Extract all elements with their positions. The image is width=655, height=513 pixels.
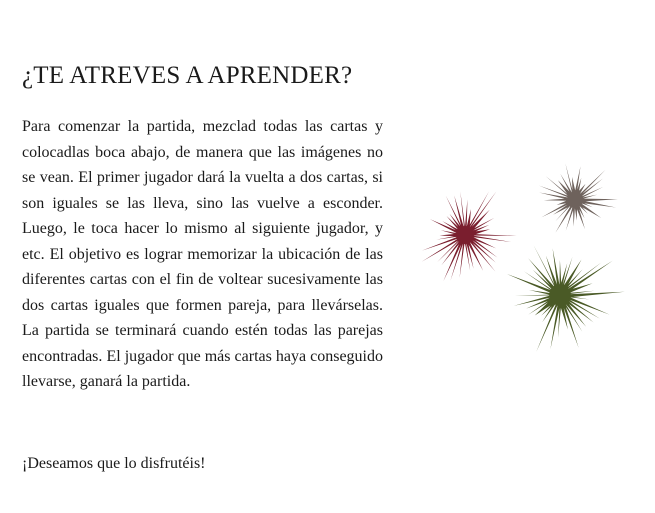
splat-brown-core <box>567 192 583 208</box>
splat-red-core <box>456 226 474 244</box>
closing-line: ¡Deseamos que lo disfrutéis! <box>22 455 206 472</box>
green-splatter <box>507 245 625 352</box>
splat-green-core <box>549 284 571 306</box>
brown-splatter <box>539 163 618 232</box>
page-title: ¿TE ATREVES A APRENDER? <box>22 62 353 89</box>
red-splatter <box>422 191 517 281</box>
ink-splatter-decoration <box>410 150 640 370</box>
instructions-paragraph: Para comenzar la partida, mezclad todas las cartas y colocadlas boca abajo, de manera que las imágenes no se vean. El primer jugador dará la vuelta a dos cartas, si son iguales se las lleva, sino las vuelve a esconder. Luego, le toca hacer lo mismo al siguiente jugador, y etc. El objetivo es lograr memorizar la ubicación de las diferentes cartas con el fin de voltear sucesivamente las dos cartas iguales que formen pareja, para llevárselas. La partida se terminará cuando estén todas las parejas encontradas. El jugador que más cartas haya conseguido llevarse, ganará la partida. <box>22 118 383 390</box>
